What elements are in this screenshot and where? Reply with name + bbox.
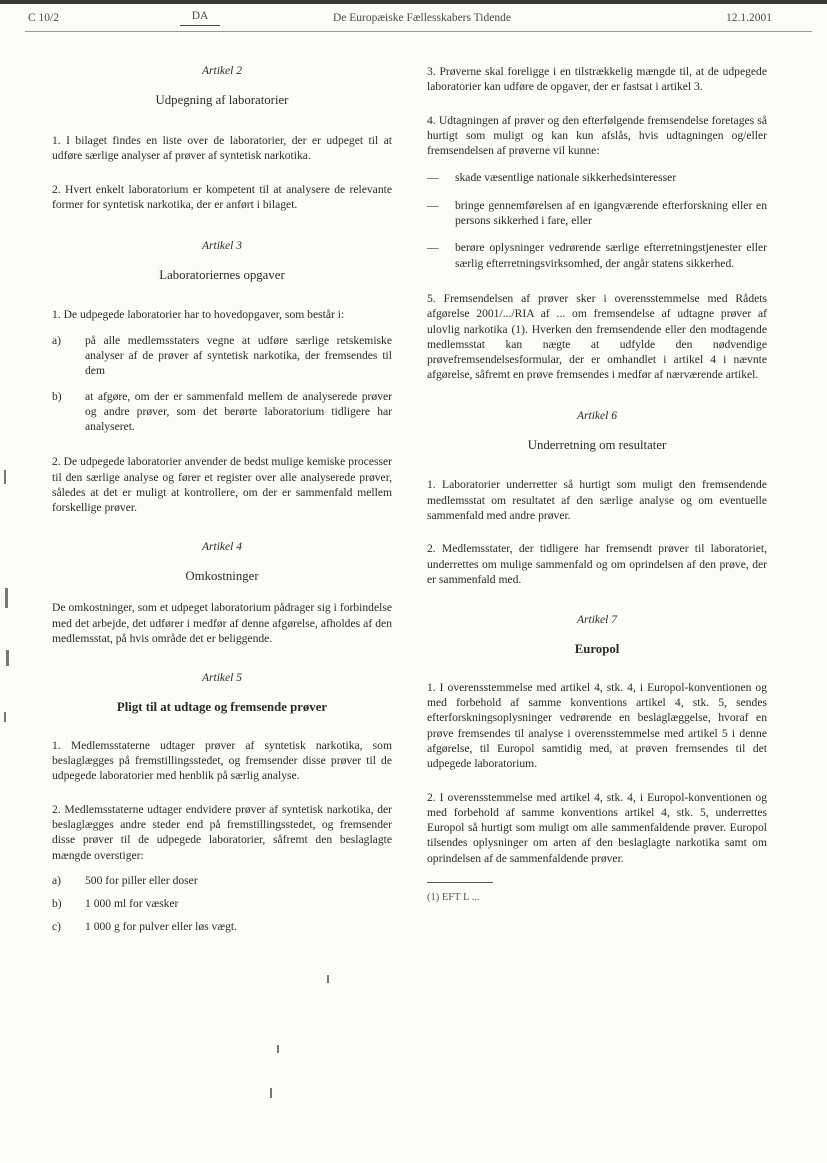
item-text: at afgøre, om der er sammenfald mellem de analyserede prøver og andre prøver, som det berørte laboratorium tidligere har analyseret. <box>85 389 392 434</box>
footnote: (1) EFT L ... <box>427 891 480 903</box>
page-reference: C 10/2 <box>28 12 59 24</box>
article-4-title: Omkostninger <box>185 568 259 583</box>
article-5-item-c <box>52 919 392 934</box>
article-7-paragraph-2: 2. I overensstemmelse med artikel 4, stk. 4, i Europol-konventionen og med forbehold af samme konventions artikel 4, stk. 5, underrettes Europol så hurtigt som muligt om alle sammenfaldende prøver. Europol tilsendes oplysninger om arten af den beslaglagte narkotika samt om oprindelsen af de sammenfaldende prøver. <box>427 790 767 865</box>
dash-text: skade væsentlige nationale sikkerhedsinteresser <box>455 171 677 185</box>
article-5-paragraph-1: 1. Medlemsstaterne udtager prøver af syntetisk narkotika, som beslaglægges på fremstillingsstedet, og fremsender disse prøver til de udpegede laboratorier med henblik på særlig analyse. <box>52 738 392 783</box>
item-marker: a) <box>52 873 62 887</box>
article-5-item-b <box>52 896 392 911</box>
dash-text: berøre oplysninger vedrørende særlige efterretningstjenester eller særlig efterretningsvirksomhed, der angår statens sikkerhed. <box>455 241 767 270</box>
article-5-paragraph-4: 4. Udtagningen af prøver og den efterfølgende fremsendelse foretages så hurtigt som muligt og kan kun afslås, hvis udtagningen og/eller fremsendelsen af prøverne vil kunne: <box>427 113 767 158</box>
item-marker: b) <box>52 389 62 403</box>
article-6-paragraph-2: 2. Medlemsstater, der tidligere har fremsendt prøver til laboratoriet, underrettes om mulige sammenfald og om oprindelsen af den prøve, der er sammenfald med. <box>427 542 767 586</box>
item-text: på alle medlemsstaters vegne at udføre særlige retskemiske analyser af de prøver af syntetisk narkotika, der fremsendes til dem <box>85 333 392 378</box>
article-7-title: Europol <box>574 642 620 657</box>
page-header <box>28 11 772 31</box>
language-code: DA <box>180 9 220 26</box>
left-column <box>52 64 392 935</box>
journal-title: De Europæiske Fællesskabers Tidende <box>333 12 511 24</box>
article-2-title: Udpegning af laboratorier <box>155 93 289 108</box>
dash-text: bringe gennemførelsen af en igangværende efterforskning eller en persons sikkerhed i fare, eller <box>455 198 767 228</box>
article-2-label: Artikel 2 <box>202 65 242 77</box>
article-6-paragraph-1: 1. Laboratorier underretter så hurtigt som muligt den fremsendende medlemsstat om resultatet af den særlige analyse og om eventuelle sammenfald med andre prøver. <box>427 478 767 522</box>
dash-marker: — <box>427 171 439 185</box>
article-5-item-a <box>52 873 392 888</box>
article-5-paragraph-5: 5. Fremsendelsen af prøver sker i overensstemmelse med Rådets afgørelse 2001/.../RIA af ... om fremsendelse af udtagne prøver af ulovlig narkotika (1). Hverken den fremsendende eller den modtagende medlemsstat kan nægte at udfylde den nødvendige prøvefremsendelsesformular, der er omhandlet i artikel 4 i nævnte afgørelse, såfremt en prøve fremsendes i medfør af nærværende artikel. <box>427 291 767 382</box>
item-marker: a) <box>52 333 62 347</box>
dash-item-2 <box>427 198 767 229</box>
page-top-edge <box>0 0 827 4</box>
article-5-label: Artikel 5 <box>202 672 242 685</box>
item-marker: b) <box>52 897 62 911</box>
item-marker: c) <box>52 920 62 934</box>
footnote-rule <box>427 882 493 883</box>
dash-item-3 <box>427 240 767 271</box>
article-5-paragraph-2: 2. Medlemsstaterne udtager endvidere prøver af syntetisk narkotika, der beslaglægges andre steder end på fremstillingsstedet, og fremsender disse prøver til de udpegede laboratorier, såfremt den beslaglagte mængde overstiger: <box>52 802 392 862</box>
article-3-item-a <box>52 333 392 379</box>
article-2-paragraph-2: 2. Hvert enkelt laboratorium er kompetent til at analysere de relevante former for syntetisk narkotika, der er anført i bilaget. <box>52 183 392 212</box>
dash-marker: — <box>427 241 439 255</box>
article-3-item-b <box>52 389 392 435</box>
article-3-title: Laboratoriernes opgaver <box>159 268 285 283</box>
article-3-paragraph-1: 1. De udpegede laboratorier har to hovedopgaver, som består i: <box>52 308 345 322</box>
dash-marker: — <box>427 198 439 212</box>
article-5-paragraph-3: 3. Prøverne skal foreligge i en tilstrækkelig mængde til, at de udpegede laboratorier kan udføre de opgaver, der er fastsat i artikel 3. <box>427 65 767 94</box>
header-rule <box>25 31 812 32</box>
item-text: 1 000 g for pulver eller løs vægt. <box>85 920 237 934</box>
article-4-label: Artikel 4 <box>202 540 242 553</box>
publication-date: 12.1.2001 <box>726 12 772 24</box>
article-3-label: Artikel 3 <box>202 239 242 252</box>
article-2-paragraph-1: 1. I bilaget findes en liste over de laboratorier, der er udpeget til at udføre særlige analyser af prøver af syntetisk narkotika. <box>52 133 392 162</box>
dash-item-1 <box>427 170 767 185</box>
article-4-paragraph: De omkostninger, som et udpeget laboratorium pådrager sig i forbindelse med det arbejde, det udfører i medfør af denne afgørelse, afholdes af den medlemsstat, på hvis område det er beliggende. <box>52 601 392 645</box>
article-7-label: Artikel 7 <box>577 614 617 627</box>
item-text: 500 for piller eller doser <box>85 873 198 887</box>
right-column <box>427 64 767 905</box>
article-6-title: Underretning om resultater <box>527 438 667 453</box>
article-6-label: Artikel 6 <box>577 409 617 422</box>
article-3-paragraph-2: 2. De udpegede laboratorier anvender de bedst mulige kemiske processer til den særlige analyse og fører et register over alle analyserede prøver, således at det er muligt at kontrollere, om der er sammenfald mellem forskellige prøver. <box>52 455 392 515</box>
article-5-title: Pligt til at udtage og fremsende prøver <box>116 700 328 715</box>
article-7-paragraph-1: 1. I overensstemmelse med artikel 4, stk. 4, i Europol-konventionen og med forbehold af samme konventions artikel 4, stk. 5, sendes efterforskningsoplysninger vedrørende en beslaglæggelse, hvoraf en prøve fremsendes til analyse i overensstemmelse med artikel 5 i denne afgørelse, til Europol samtidig med, at prøven fremsendes til det udpegede laboratorium. <box>427 680 767 771</box>
item-text: 1 000 ml for væsker <box>85 897 179 911</box>
